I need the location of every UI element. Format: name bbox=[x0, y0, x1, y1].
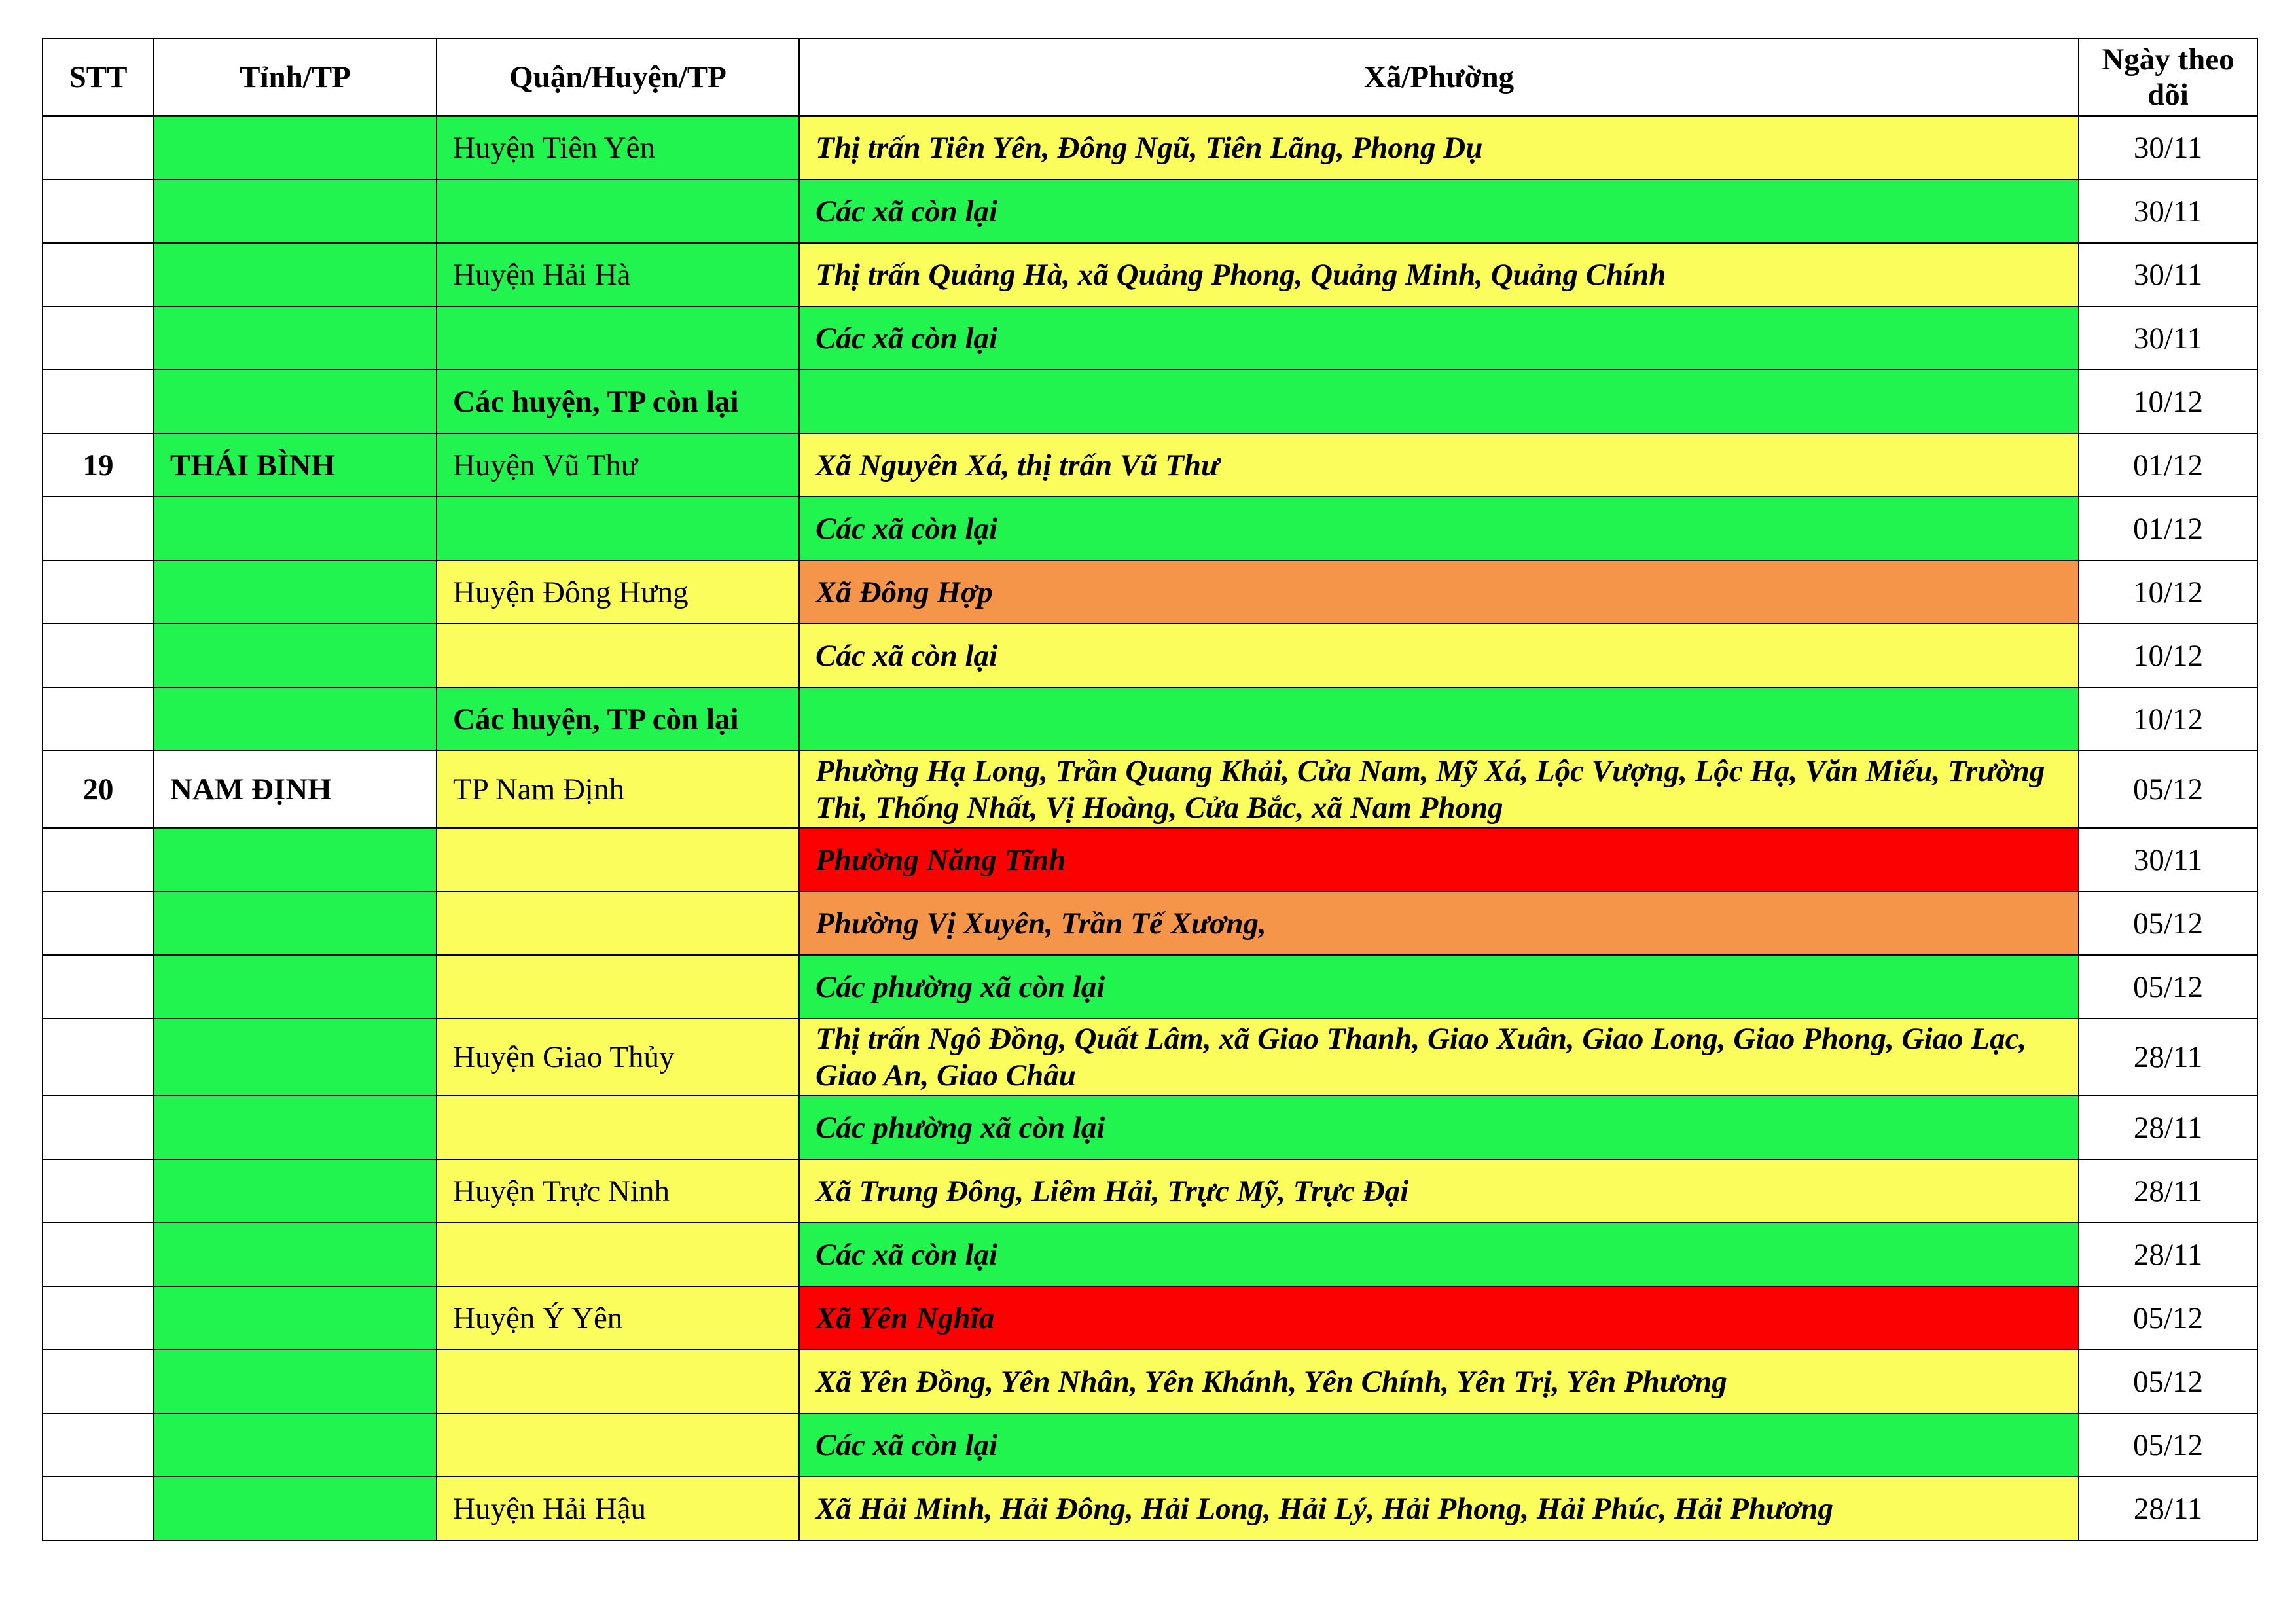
ward-cell: Các phường xã còn lại bbox=[799, 955, 2079, 1019]
stt-cell bbox=[43, 116, 154, 179]
table-row bbox=[43, 243, 2257, 306]
district-cell bbox=[437, 179, 799, 243]
district-cell bbox=[437, 828, 799, 892]
date-cell: 10/12 bbox=[2079, 560, 2257, 624]
district-cell bbox=[437, 1223, 799, 1286]
table-row bbox=[43, 1159, 2257, 1223]
province-cell bbox=[154, 370, 437, 433]
ward-cell: Phường Hạ Long, Trần Quang Khải, Cửa Nam, Mỹ Xá, Lộc Vượng, Lộc Hạ, Văn Miếu, Trường Thi, Thống Nhất, Vị Hoàng, Cửa Bắc, xã Nam Phong bbox=[799, 751, 2079, 828]
header-date: Ngày theo dõi bbox=[2079, 39, 2257, 116]
date-cell: 05/12 bbox=[2079, 1413, 2257, 1477]
ward-cell: Thị trấn Ngô Đồng, Quất Lâm, xã Giao Thanh, Giao Xuân, Giao Long, Giao Phong, Giao Lạc, Giao An, Giao Châu bbox=[799, 1019, 2079, 1096]
stt-cell bbox=[43, 370, 154, 433]
stt-cell bbox=[43, 624, 154, 687]
ward-cell: Xã Hải Minh, Hải Đông, Hải Long, Hải Lý, Hải Phong, Hải Phúc, Hải Phương bbox=[799, 1477, 2079, 1540]
table-row bbox=[43, 560, 2257, 624]
district-cell: Các huyện, TP còn lại bbox=[437, 687, 799, 751]
table-row bbox=[43, 497, 2257, 560]
ward-cell: Các phường xã còn lại bbox=[799, 1096, 2079, 1159]
province-cell bbox=[154, 179, 437, 243]
risk-level-table bbox=[42, 38, 2258, 1541]
table-row bbox=[43, 1477, 2257, 1540]
province-cell: THÁI BÌNH bbox=[154, 433, 437, 497]
province-cell bbox=[154, 892, 437, 955]
district-cell: Huyện Vũ Thư bbox=[437, 433, 799, 497]
stt-cell: 20 bbox=[43, 751, 154, 828]
date-cell: 10/12 bbox=[2079, 687, 2257, 751]
date-cell: 01/12 bbox=[2079, 433, 2257, 497]
date-cell: 05/12 bbox=[2079, 1350, 2257, 1413]
stt-cell bbox=[43, 955, 154, 1019]
district-cell: Huyện Đông Hưng bbox=[437, 560, 799, 624]
date-cell: 10/12 bbox=[2079, 624, 2257, 687]
ward-cell: Các xã còn lại bbox=[799, 497, 2079, 560]
ward-cell: Thị trấn Tiên Yên, Đông Ngũ, Tiên Lãng, Phong Dụ bbox=[799, 116, 2079, 179]
province-cell bbox=[154, 1477, 437, 1540]
date-cell: 05/12 bbox=[2079, 1286, 2257, 1350]
stt-cell: 19 bbox=[43, 433, 154, 497]
district-cell bbox=[437, 892, 799, 955]
table-row bbox=[43, 306, 2257, 370]
stt-cell bbox=[43, 497, 154, 560]
date-cell: 05/12 bbox=[2079, 892, 2257, 955]
ward-cell: Phường Vị Xuyên, Trần Tế Xương, bbox=[799, 892, 2079, 955]
table-row bbox=[43, 687, 2257, 751]
date-cell: 28/11 bbox=[2079, 1223, 2257, 1286]
province-cell: NAM ĐỊNH bbox=[154, 751, 437, 828]
date-cell: 28/11 bbox=[2079, 1159, 2257, 1223]
stt-cell bbox=[43, 892, 154, 955]
province-cell bbox=[154, 687, 437, 751]
province-cell bbox=[154, 1019, 437, 1096]
district-cell: Huyện Hải Hà bbox=[437, 243, 799, 306]
ward-cell: Các xã còn lại bbox=[799, 179, 2079, 243]
ward-cell: Xã Nguyên Xá, thị trấn Vũ Thư bbox=[799, 433, 2079, 497]
district-cell bbox=[437, 497, 799, 560]
ward-cell: Xã Yên Nghĩa bbox=[799, 1286, 2079, 1350]
table-row bbox=[43, 370, 2257, 433]
district-cell: Huyện Tiên Yên bbox=[437, 116, 799, 179]
table-row bbox=[43, 1096, 2257, 1159]
province-cell bbox=[154, 1286, 437, 1350]
province-cell bbox=[154, 828, 437, 892]
header-stt: STT bbox=[43, 39, 154, 116]
date-cell: 01/12 bbox=[2079, 497, 2257, 560]
province-cell bbox=[154, 497, 437, 560]
date-cell: 30/11 bbox=[2079, 179, 2257, 243]
stt-cell bbox=[43, 1223, 154, 1286]
province-cell bbox=[154, 1159, 437, 1223]
province-cell bbox=[154, 243, 437, 306]
ward-cell: Xã Trung Đông, Liêm Hải, Trực Mỹ, Trực Đại bbox=[799, 1159, 2079, 1223]
stt-cell bbox=[43, 1019, 154, 1096]
table-row bbox=[43, 179, 2257, 243]
province-cell bbox=[154, 116, 437, 179]
district-cell bbox=[437, 1413, 799, 1477]
header-ward: Xã/Phường bbox=[799, 39, 2079, 116]
stt-cell bbox=[43, 560, 154, 624]
district-cell: TP Nam Định bbox=[437, 751, 799, 828]
district-cell: Huyện Trực Ninh bbox=[437, 1159, 799, 1223]
date-cell: 28/11 bbox=[2079, 1019, 2257, 1096]
ward-cell: Các xã còn lại bbox=[799, 306, 2079, 370]
stt-cell bbox=[43, 1096, 154, 1159]
district-cell bbox=[437, 306, 799, 370]
district-cell: Huyện Ý Yên bbox=[437, 1286, 799, 1350]
province-cell bbox=[154, 1413, 437, 1477]
ward-cell: Các xã còn lại bbox=[799, 1413, 2079, 1477]
table-row bbox=[43, 751, 2257, 828]
stt-cell bbox=[43, 1477, 154, 1540]
district-cell: Các huyện, TP còn lại bbox=[437, 370, 799, 433]
ward-cell: Phường Năng Tĩnh bbox=[799, 828, 2079, 892]
table-row bbox=[43, 1350, 2257, 1413]
stt-cell bbox=[43, 1286, 154, 1350]
date-cell: 30/11 bbox=[2079, 116, 2257, 179]
ward-cell: Các xã còn lại bbox=[799, 1223, 2079, 1286]
stt-cell bbox=[43, 306, 154, 370]
date-cell: 10/12 bbox=[2079, 370, 2257, 433]
stt-cell bbox=[43, 1159, 154, 1223]
province-cell bbox=[154, 955, 437, 1019]
table-row bbox=[43, 116, 2257, 179]
ward-cell: Xã Yên Đồng, Yên Nhân, Yên Khánh, Yên Chính, Yên Trị, Yên Phương bbox=[799, 1350, 2079, 1413]
table-row bbox=[43, 1413, 2257, 1477]
stt-cell bbox=[43, 1413, 154, 1477]
province-cell bbox=[154, 306, 437, 370]
province-cell bbox=[154, 1350, 437, 1413]
table-row bbox=[43, 955, 2257, 1019]
district-cell bbox=[437, 955, 799, 1019]
table-row bbox=[43, 433, 2257, 497]
table-row bbox=[43, 1286, 2257, 1350]
table-row bbox=[43, 1019, 2257, 1096]
table-row bbox=[43, 828, 2257, 892]
ward-cell: Thị trấn Quảng Hà, xã Quảng Phong, Quảng Minh, Quảng Chính bbox=[799, 243, 2079, 306]
district-cell bbox=[437, 1096, 799, 1159]
header-row bbox=[43, 39, 2257, 116]
district-cell: Huyện Hải Hậu bbox=[437, 1477, 799, 1540]
district-cell: Huyện Giao Thủy bbox=[437, 1019, 799, 1096]
date-cell: 28/11 bbox=[2079, 1096, 2257, 1159]
stt-cell bbox=[43, 687, 154, 751]
date-cell: 30/11 bbox=[2079, 828, 2257, 892]
district-cell bbox=[437, 1350, 799, 1413]
date-cell: 28/11 bbox=[2079, 1477, 2257, 1540]
date-cell: 30/11 bbox=[2079, 306, 2257, 370]
table-row bbox=[43, 624, 2257, 687]
header-province: Tỉnh/TP bbox=[154, 39, 437, 116]
table-row bbox=[43, 1223, 2257, 1286]
ward-cell bbox=[799, 687, 2079, 751]
province-cell bbox=[154, 560, 437, 624]
province-cell bbox=[154, 1096, 437, 1159]
district-cell bbox=[437, 624, 799, 687]
stt-cell bbox=[43, 828, 154, 892]
date-cell: 30/11 bbox=[2079, 243, 2257, 306]
header-district: Quận/Huyện/TP bbox=[437, 39, 799, 116]
province-cell bbox=[154, 624, 437, 687]
table-row bbox=[43, 892, 2257, 955]
stt-cell bbox=[43, 179, 154, 243]
province-cell bbox=[154, 1223, 437, 1286]
date-cell: 05/12 bbox=[2079, 751, 2257, 828]
ward-cell bbox=[799, 370, 2079, 433]
ward-cell: Xã Đông Hợp bbox=[799, 560, 2079, 624]
stt-cell bbox=[43, 1350, 154, 1413]
date-cell: 05/12 bbox=[2079, 955, 2257, 1019]
stt-cell bbox=[43, 243, 154, 306]
ward-cell: Các xã còn lại bbox=[799, 624, 2079, 687]
